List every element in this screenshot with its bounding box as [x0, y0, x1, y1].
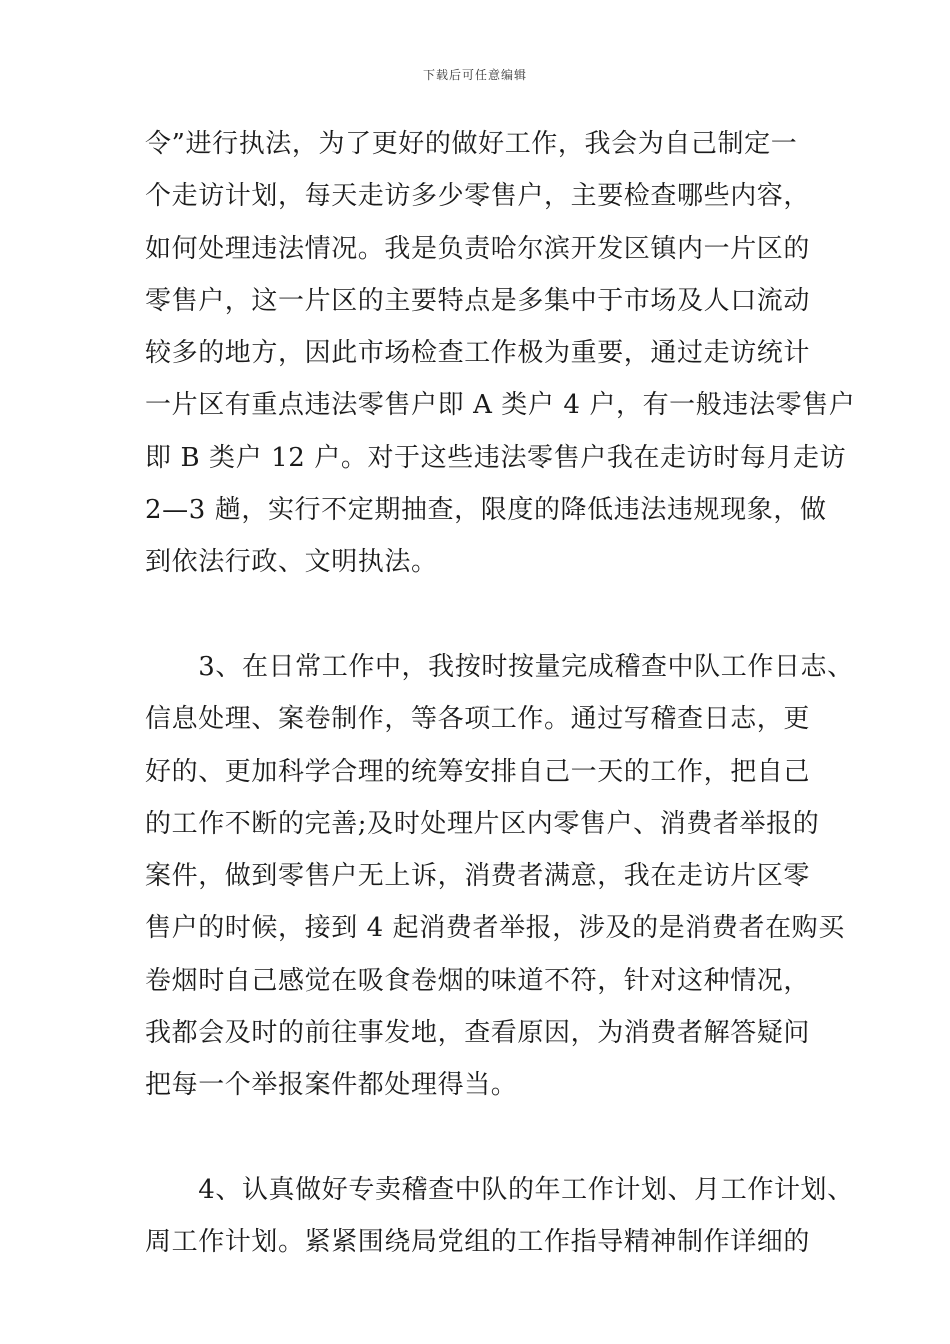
text-line: 2—3 趟，实行不定期抽查，限度的降低违法违规现象，做 [145, 495, 827, 526]
text-line: 卷烟时自己感觉在吸食卷烟的味道不符，针对这种情况， [145, 965, 811, 996]
text-line: 案件，做到零售户无上诉，消费者满意，我在走访片区零 [145, 861, 811, 892]
text-line: 我都会及时的前往事发地，查看原因，为消费者解答疑问 [145, 1018, 811, 1049]
text-line: 把每一个举报案件都处理得当。 [145, 1070, 518, 1101]
paragraph-gap [145, 599, 825, 651]
text-line: 一片区有重点违法零售户即 A 类户 4 户，有一般违法零售户 [145, 390, 856, 421]
text-line: 好的、更加科学合理的统筹安排自己一天的工作，把自己 [145, 756, 811, 787]
page-header-note: 下载后可任意编辑 [422, 68, 527, 82]
document-body [145, 128, 856, 1279]
text-line: 3、在日常工作中，我按时按量完成稽查中队工作日志、 [145, 651, 854, 682]
paragraph-3 [145, 1174, 854, 1279]
text-line: 到依法行政、文明执法。 [145, 547, 438, 578]
text-line: 4、认真做好专卖稽查中队的年工作计划、月工作计划、 [145, 1174, 854, 1205]
text-line: 信息处理、案卷制作，等各项工作。通过写稽查日志，更 [145, 704, 811, 735]
text-line: 零售户，这一片区的主要特点是多集中于市场及人口流动 [145, 285, 811, 316]
text-line: 即 B 类户 12 户。对于这些违法零售户我在走访时每月走访 [145, 442, 847, 473]
paragraph-1 [145, 128, 856, 599]
text-line: 如何处理违法情况。我是负责哈尔滨开发区镇内一片区的 [145, 233, 811, 264]
text-line: 令”进行执法，为了更好的做好工作，我会为自己制定一 [145, 129, 798, 159]
text-line: 个走访计划，每天走访多少零售户，主要检查哪些内容， [145, 181, 811, 212]
text-line: 售户的时候，接到 4 起消费者举报，涉及的是消费者在购买 [145, 913, 845, 944]
text-line: 周工作计划。紧紧围绕局党组的工作指导精神制作详细的 [145, 1227, 811, 1258]
text-line: 较多的地方，因此市场检查工作极为重要，通过走访统计 [145, 338, 811, 369]
paragraph-gap [145, 1122, 825, 1174]
paragraph-2 [145, 651, 854, 1122]
text-line: 的工作不断的完善;及时处理片区内零售户、消费者举报的 [145, 808, 820, 839]
